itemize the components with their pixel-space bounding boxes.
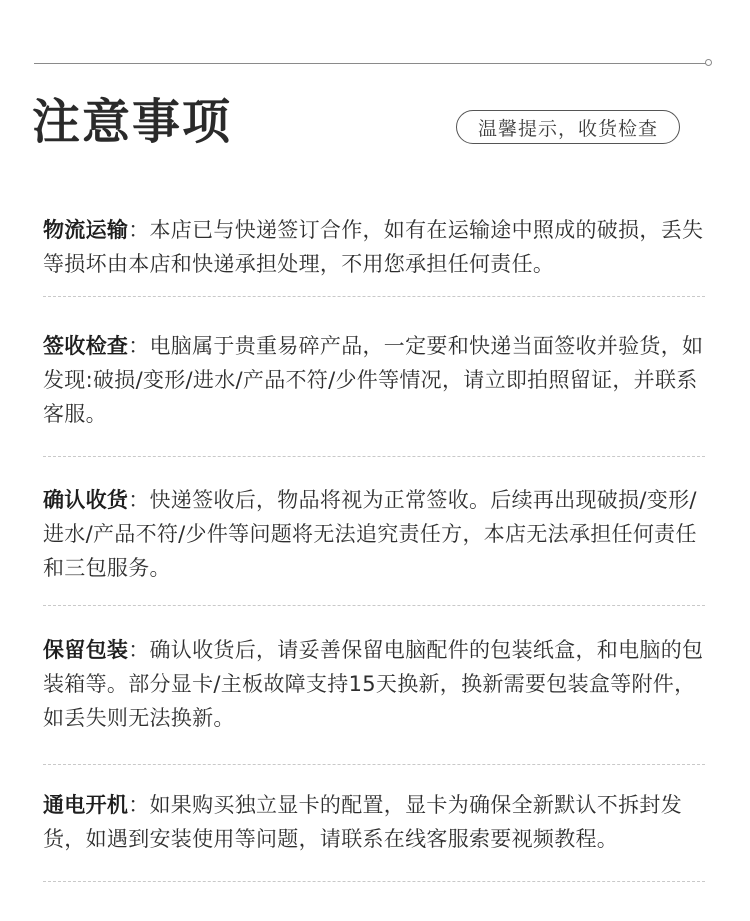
section-heading: 保留包装 [43, 638, 129, 662]
section-body: ：如果购买独立显卡的配置，显卡为确保全新默认不拆封发货，如遇到安装使用等问题，请联系在线客服索要视频教程。 [43, 793, 683, 851]
section-text [43, 483, 707, 585]
section-heading: 物流运输 [43, 218, 129, 242]
section-body: ：本店已与快递签订合作，如有在运输途中照成的破损，丢失等损坏由本店和快递承担处理，不用您承担任何责任。 [43, 218, 704, 276]
section-keep-packaging [43, 633, 707, 735]
section-text [43, 213, 707, 281]
section-divider [43, 881, 705, 882]
section-body: ：快递签收后，物品将视为正常签收。后续再出现破损/变形/进水/产品不符/少件等问题将无法追究责任方，本店无法承担任何责任和三包服务。 [43, 488, 697, 580]
page-title: 注意事项 [32, 94, 233, 150]
section-body: ：确认收货后，请妥善保留电脑配件的包装纸盒，和电脑的包装箱等。部分显卡/主板故障支持15天换新，换新需要包装盒等附件，如丢失则无法换新。 [43, 638, 704, 730]
section-divider [43, 456, 705, 457]
top-rule [34, 63, 706, 64]
section-logistics [43, 213, 707, 281]
section-text [43, 788, 707, 856]
section-body: ：电脑属于贵重易碎产品，一定要和快递当面签收并验货，如发现:破损/变形/进水/产品不符/少件等情况，请立即拍照留证，并联系客服。 [43, 334, 704, 426]
section-divider [43, 764, 705, 765]
section-heading: 确认收货 [43, 488, 129, 512]
top-rule-end-dot [705, 59, 712, 66]
section-power-on [43, 788, 707, 856]
section-divider [43, 296, 705, 297]
section-text [43, 329, 707, 431]
section-heading: 通电开机 [43, 793, 129, 817]
section-heading: 签收检查 [43, 334, 129, 358]
section-divider [43, 605, 705, 606]
section-confirm-receipt [43, 483, 707, 585]
section-inspection [43, 329, 707, 431]
section-text [43, 633, 707, 735]
tip-badge: 温馨提示，收货检查 [456, 110, 680, 144]
